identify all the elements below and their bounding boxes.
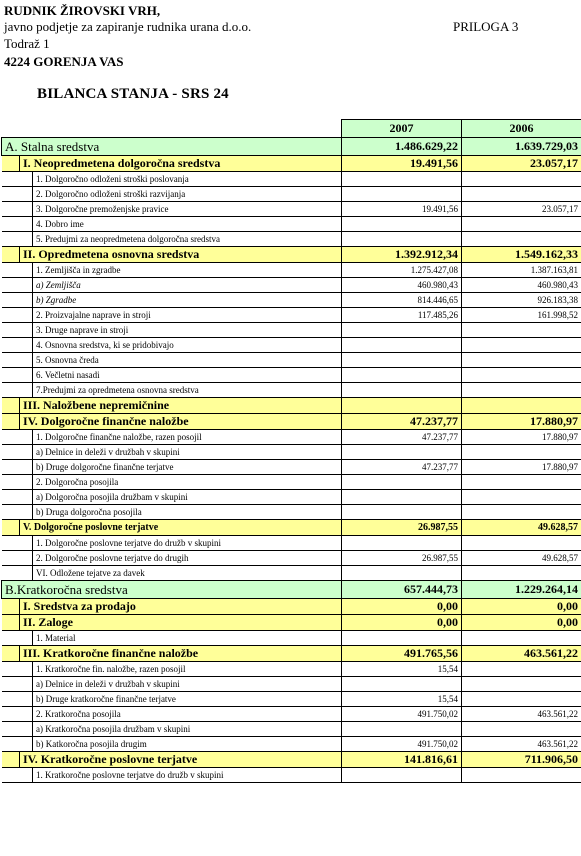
value-2006: 463.561,22 (462, 737, 581, 752)
table-row (2, 566, 581, 581)
table-header-row (2, 120, 581, 138)
value-2007 (342, 338, 462, 353)
indent-cell (2, 460, 20, 475)
value-2006 (462, 505, 581, 520)
value-2007 (342, 368, 462, 383)
value-2007 (342, 398, 462, 414)
indent-cell (20, 293, 33, 308)
value-2007: 19.491,56 (342, 156, 462, 172)
value-2006 (462, 187, 581, 202)
value-2006: 17.880,97 (462, 460, 581, 475)
row-label: 7.Predujmi za opredmetena osnovna sredstva (33, 383, 342, 398)
table-row (2, 768, 581, 783)
balance-sheet-table (1, 119, 581, 783)
row-label: a) Kratkoročna posojila družbam v skupini (33, 722, 342, 737)
row-label: 4. Osnovna sredstva, ki se pridobivajo (33, 338, 342, 353)
value-2007: 1.486.629,22 (342, 138, 462, 156)
indent-cell (20, 490, 33, 505)
table-row (2, 722, 581, 737)
row-label: III. Kratkoročne finančne naložbe (20, 646, 342, 662)
indent-cell (2, 722, 20, 737)
value-2006 (462, 338, 581, 353)
table-row (2, 551, 581, 566)
indent-cell (20, 338, 33, 353)
value-2006: 1.639.729,03 (462, 138, 581, 156)
value-2007: 491.750,02 (342, 737, 462, 752)
row-label: 1. Zemljišča in zgradbe (33, 263, 342, 278)
value-2006: 0,00 (462, 615, 581, 631)
indent-cell (20, 263, 33, 278)
indent-cell (2, 232, 20, 247)
value-2006: 1.387.163,81 (462, 263, 581, 278)
indent-cell (2, 646, 20, 662)
row-label: 3. Dolgoročne premoženjske pravice (33, 202, 342, 217)
value-2006 (462, 398, 581, 414)
value-2007 (342, 187, 462, 202)
value-2006: 1.549.162,33 (462, 247, 581, 263)
value-2006: 1.229.264,14 (462, 581, 581, 599)
table-body (2, 138, 581, 783)
indent-cell (20, 677, 33, 692)
value-2007: 1.275.427,08 (342, 263, 462, 278)
value-2006 (462, 722, 581, 737)
indent-cell (2, 505, 20, 520)
table-row (2, 232, 581, 247)
table-row (2, 202, 581, 217)
indent-cell (2, 263, 20, 278)
indent-cell (20, 187, 33, 202)
indent-cell (2, 308, 20, 323)
row-label: a) Dolgoročna posojila družbam v skupini (33, 490, 342, 505)
indent-cell (2, 323, 20, 338)
indent-cell (20, 308, 33, 323)
value-2007 (342, 536, 462, 551)
row-label: b) Druge dolgoročne finančne terjatve (33, 460, 342, 475)
table-row (2, 383, 581, 398)
row-label: 5. Predujmi za neopredmetena dolgoročna sredstva (33, 232, 342, 247)
value-2006: 49.628,57 (462, 551, 581, 566)
row-label: 2. Dolgoročne poslovne terjatve do drugih (33, 551, 342, 566)
row-label: b) Katkoročna posojila drugim (33, 737, 342, 752)
row-label: 1. Kratkoročne poslovne terjatve do družb v skupini (33, 768, 342, 783)
subsection-row (2, 247, 581, 263)
indent-cell (20, 722, 33, 737)
table-row (2, 505, 581, 520)
indent-cell (2, 615, 20, 631)
indent-cell (20, 566, 33, 581)
indent-cell (2, 383, 20, 398)
indent-cell (2, 247, 20, 263)
value-2006 (462, 677, 581, 692)
indent-cell (2, 187, 20, 202)
table-row (2, 475, 581, 490)
indent-cell (2, 692, 20, 707)
row-label: 3. Druge naprave in stroji (33, 323, 342, 338)
indent-cell (20, 430, 33, 445)
section-row (2, 138, 581, 156)
row-label: a) Zemljišča (33, 278, 342, 293)
indent-cell (20, 692, 33, 707)
value-2006 (462, 662, 581, 677)
value-2007 (342, 768, 462, 783)
value-2006 (462, 475, 581, 490)
row-label: B.Kratkoročna sredstva (2, 581, 342, 599)
value-2007: 657.444,73 (342, 581, 462, 599)
indent-cell (20, 202, 33, 217)
row-label: VI. Odložene tejatve za davek (33, 566, 342, 581)
value-2006 (462, 217, 581, 232)
value-2007 (342, 490, 462, 505)
value-2007: 47.237,77 (342, 430, 462, 445)
indent-cell (2, 353, 20, 368)
subsection-row (2, 752, 581, 768)
table-row (2, 263, 581, 278)
indent-cell (2, 566, 20, 581)
subsection-row (2, 599, 581, 615)
table-row (2, 323, 581, 338)
indent-cell (20, 505, 33, 520)
value-2007 (342, 353, 462, 368)
subsection-row (2, 646, 581, 662)
subsection-row (2, 615, 581, 631)
table-row (2, 217, 581, 232)
value-2006: 463.561,22 (462, 707, 581, 722)
indent-cell (20, 551, 33, 566)
indent-cell (20, 536, 33, 551)
row-label: II. Zaloge (20, 615, 342, 631)
row-label: 1. Kratkoročne fin. naložbe, razen posojil (33, 662, 342, 677)
value-2007 (342, 217, 462, 232)
value-2006 (462, 490, 581, 505)
subsection-row (2, 398, 581, 414)
indent-cell (20, 445, 33, 460)
value-2006: 17.880,97 (462, 430, 581, 445)
row-label: IV. Kratkoročne poslovne terjatve (20, 752, 342, 768)
value-2007: 460.980,43 (342, 278, 462, 293)
value-2007 (342, 445, 462, 460)
table-row (2, 308, 581, 323)
value-2007: 47.237,77 (342, 460, 462, 475)
table-row (2, 490, 581, 505)
table-row (2, 460, 581, 475)
row-label: 2. Proizvajalne naprave in stroji (33, 308, 342, 323)
indent-cell (2, 338, 20, 353)
value-2007 (342, 722, 462, 737)
value-2006: 17.880,97 (462, 414, 581, 430)
indent-cell (2, 768, 20, 783)
section-row (2, 581, 581, 599)
table-row (2, 631, 581, 646)
table-row (2, 445, 581, 460)
value-2006 (462, 768, 581, 783)
indent-cell (2, 551, 20, 566)
indent-cell (2, 707, 20, 722)
value-2006 (462, 172, 581, 187)
row-label: 4. Dobro ime (33, 217, 342, 232)
table-row (2, 172, 581, 187)
value-2007 (342, 323, 462, 338)
value-2007: 0,00 (342, 615, 462, 631)
table-row (2, 293, 581, 308)
value-2006 (462, 323, 581, 338)
table-row (2, 338, 581, 353)
indent-cell (2, 475, 20, 490)
table-row (2, 368, 581, 383)
value-2007 (342, 383, 462, 398)
subsection-row (2, 520, 581, 536)
value-2007: 814.446,65 (342, 293, 462, 308)
value-2006: 0,00 (462, 599, 581, 615)
row-label: 2. Dolgoročna posojila (33, 475, 342, 490)
indent-cell (2, 490, 20, 505)
row-label: II. Opredmetena osnovna sredstva (20, 247, 342, 263)
row-label: I. Sredstva za prodajo (20, 599, 342, 615)
indent-cell (2, 278, 20, 293)
value-2007: 491.750,02 (342, 707, 462, 722)
value-2006: 49.628,57 (462, 520, 581, 536)
indent-cell (20, 172, 33, 187)
value-2006: 23.057,17 (462, 202, 581, 217)
value-2007: 26.987,55 (342, 520, 462, 536)
row-label: a) Delnice in deleži v družbah v skupini (33, 677, 342, 692)
document-title: BILANCA STANJA - SRS 24 (37, 86, 229, 102)
subsection-row (2, 414, 581, 430)
row-label: 1. Dolgoročne poslovne terjatve do družb v skupini (33, 536, 342, 551)
row-label: I. Neopredmetena dolgoročna sredstva (20, 156, 342, 172)
table-row (2, 677, 581, 692)
table-row (2, 692, 581, 707)
value-2007: 1.392.912,34 (342, 247, 462, 263)
indent-cell (2, 445, 20, 460)
indent-cell (2, 293, 20, 308)
subsection-row (2, 156, 581, 172)
indent-cell (20, 707, 33, 722)
indent-cell (2, 414, 20, 430)
value-2006: 926.183,38 (462, 293, 581, 308)
indent-cell (20, 232, 33, 247)
column-header-2006: 2006 (462, 120, 581, 138)
value-2006 (462, 445, 581, 460)
row-label: b) Druga dolgoročna posojila (33, 505, 342, 520)
indent-cell (2, 217, 20, 232)
value-2006: 161.998,52 (462, 308, 581, 323)
value-2006: 460.980,43 (462, 278, 581, 293)
value-2006 (462, 353, 581, 368)
value-2006: 23.057,17 (462, 156, 581, 172)
row-label: III. Naložbene nepremičnine (20, 398, 342, 414)
indent-cell (2, 520, 20, 536)
table-row (2, 353, 581, 368)
value-2006: 711.906,50 (462, 752, 581, 768)
column-header-2007: 2007 (342, 120, 462, 138)
indent-cell (2, 737, 20, 752)
table-row (2, 662, 581, 677)
value-2007 (342, 505, 462, 520)
row-label: 1. Dolgoročne finančne naložbe, razen posojil (33, 430, 342, 445)
value-2007 (342, 631, 462, 646)
value-2007: 26.987,55 (342, 551, 462, 566)
indent-cell (20, 323, 33, 338)
indent-cell (20, 278, 33, 293)
value-2007: 0,00 (342, 599, 462, 615)
row-label: IV. Dolgoročne finančne naložbe (20, 414, 342, 430)
indent-cell (2, 599, 20, 615)
value-2007 (342, 475, 462, 490)
table-row (2, 737, 581, 752)
value-2007 (342, 232, 462, 247)
company-street: Todraž 1 (4, 36, 50, 51)
value-2007: 15,54 (342, 662, 462, 677)
company-city: 4224 GORENJA VAS (4, 54, 124, 69)
table-row (2, 278, 581, 293)
row-label: 1. Material (33, 631, 342, 646)
value-2006 (462, 368, 581, 383)
value-2007 (342, 172, 462, 187)
indent-cell (20, 475, 33, 490)
value-2006 (462, 566, 581, 581)
indent-cell (20, 383, 33, 398)
indent-cell (20, 217, 33, 232)
value-2007 (342, 677, 462, 692)
row-label: a) Delnice in deleži v družbah v skupini (33, 445, 342, 460)
attachment-label: PRILOGA 3 (453, 19, 519, 34)
table-row (2, 430, 581, 445)
company-name: RUDNIK ŽIROVSKI VRH, (4, 3, 161, 18)
indent-cell (2, 662, 20, 677)
value-2006: 463.561,22 (462, 646, 581, 662)
indent-cell (2, 631, 20, 646)
value-2007: 491.765,56 (342, 646, 462, 662)
row-label: 2. Dolgoročno odloženi stroški razvijanja (33, 187, 342, 202)
value-2006 (462, 383, 581, 398)
indent-cell (20, 353, 33, 368)
value-2006 (462, 631, 581, 646)
value-2006 (462, 232, 581, 247)
indent-cell (20, 768, 33, 783)
row-label: A. Stalna sredstva (2, 138, 342, 156)
indent-cell (2, 752, 20, 768)
indent-cell (2, 677, 20, 692)
indent-cell (2, 202, 20, 217)
value-2007: 117.485,26 (342, 308, 462, 323)
table-row (2, 707, 581, 722)
indent-cell (2, 536, 20, 551)
indent-cell (20, 631, 33, 646)
value-2007: 141.816,61 (342, 752, 462, 768)
indent-cell (20, 662, 33, 677)
indent-cell (20, 368, 33, 383)
value-2007: 47.237,77 (342, 414, 462, 430)
row-label: 5. Osnovna čreda (33, 353, 342, 368)
row-label: b) Zgradbe (33, 293, 342, 308)
indent-cell (2, 398, 20, 414)
row-label: 6. Večletni nasadi (33, 368, 342, 383)
value-2006 (462, 536, 581, 551)
row-label: b) Druge kratkoročne finančne terjatve (33, 692, 342, 707)
value-2007: 19.491,56 (342, 202, 462, 217)
row-label: V. Dolgoročne poslovne terjatve (20, 520, 342, 536)
indent-cell (20, 460, 33, 475)
indent-cell (20, 737, 33, 752)
table-row (2, 536, 581, 551)
value-2007 (342, 566, 462, 581)
value-2007: 15,54 (342, 692, 462, 707)
indent-cell (2, 368, 20, 383)
row-label: 1. Dolgoročno odloženi stroški poslovanja (33, 172, 342, 187)
indent-cell (2, 172, 20, 187)
value-2006 (462, 692, 581, 707)
table-row (2, 187, 581, 202)
company-subtitle: javno podjetje za zapiranje rudnika urana d.o.o. (4, 19, 252, 34)
indent-cell (2, 430, 20, 445)
row-label: 2. Kratkoročna posojila (33, 707, 342, 722)
indent-cell (2, 156, 20, 172)
